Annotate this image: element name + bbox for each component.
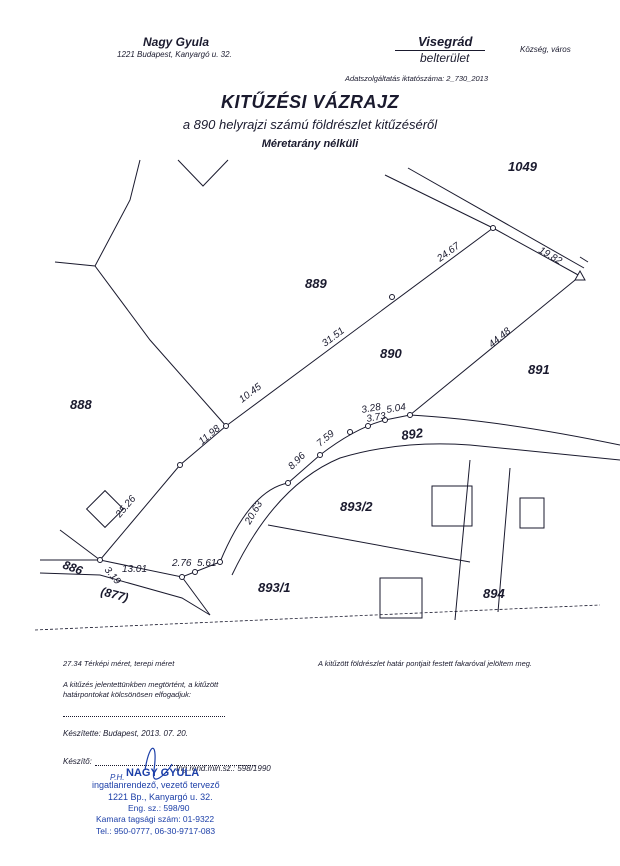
dim-20-63: 20.63: [243, 499, 266, 527]
boundary-893-split: [268, 525, 470, 562]
dim-24-67: 24.67: [435, 240, 463, 265]
stamp-phone: Tel.: 950-0777, 06-30-9717-083: [96, 826, 216, 836]
point: [390, 295, 395, 300]
road-1049-stub: [580, 257, 588, 262]
acceptance-line-1: A kitűzés jelentettünkben megtörtént, a kitűzött: [63, 680, 219, 689]
point: [98, 558, 103, 563]
dim-11-98: 11.98: [196, 423, 223, 448]
scale-note: Méretarány nélküli: [261, 138, 359, 150]
parcel-877: (877): [99, 584, 130, 605]
point: [408, 413, 413, 418]
point: [224, 424, 229, 429]
stamp-name: NAGY GYULA: [126, 767, 200, 779]
point: [193, 570, 198, 575]
made-at: Készítette: Budapest, 2013. 07. 20.: [63, 729, 188, 738]
author-name: Nagy Gyula: [143, 35, 210, 49]
dim-10-45: 10.45: [237, 381, 264, 406]
data-service-number: Adatszolgáltatás iktatószáma: 2_730_2013: [345, 74, 489, 83]
stamp-reg: Eng. sz.: 598/90: [128, 803, 190, 813]
road-892-north: [410, 415, 620, 445]
dim-13-01: 13.01: [122, 564, 148, 575]
stamp-prefix: P.H.: [110, 773, 125, 782]
map-bottom-edge: [35, 605, 600, 630]
boundary-889-890: [226, 228, 493, 426]
boundary-893-east: [455, 460, 470, 620]
parcel-894: 894: [483, 586, 505, 601]
dim-5-61: 5.61: [197, 558, 217, 569]
dim-7-59: 7.59: [314, 428, 337, 450]
point: [218, 560, 223, 565]
dim-25-26: 25.26: [113, 493, 139, 520]
stamp-address: 1221 Bp., Kanyargó u. 32.: [108, 792, 213, 802]
triangle-marker: [575, 271, 585, 280]
dim-8-96: 8.96: [286, 450, 308, 473]
parcel-888: 888: [70, 397, 92, 412]
page-subtitle: a 890 helyrajzi számú földrészlet kitűzéséről: [182, 117, 438, 132]
license-number: Ing.rend.min.sz.: 598/1990: [176, 764, 271, 773]
parcel-891: 891: [528, 362, 550, 377]
boundary-890-south: [220, 415, 410, 562]
parcel-893-1: 893/1: [258, 580, 291, 595]
parcel-889: 889: [305, 276, 327, 291]
point: [348, 430, 353, 435]
settlement-area: belterület: [420, 51, 470, 65]
building-893-2-east: [520, 498, 544, 528]
settlement-type: Község, város: [520, 45, 571, 54]
dim-19-82: 19.82: [536, 245, 564, 268]
boundary-888-inner: [95, 160, 140, 266]
building-top: [178, 160, 228, 186]
dim-31-51: 31.51: [320, 325, 347, 350]
point: [491, 226, 496, 231]
stamp-chamber: Kamara tagsági szám: 01-9322: [96, 814, 215, 824]
point: [286, 481, 291, 486]
point: [178, 463, 183, 468]
dim-3-19: 3.19: [101, 564, 123, 587]
measure-legend: 27.34 Térképi méret, terepi méret: [63, 659, 175, 668]
building-893-1: [380, 578, 422, 618]
boundary-890-west: [100, 426, 226, 560]
point: [318, 453, 323, 458]
dim-5-04: 5.04: [385, 401, 407, 416]
dim-44-48: 44.48: [486, 325, 514, 351]
settlement: Visegrád: [418, 34, 473, 49]
made-by: Készítő:: [63, 757, 92, 766]
author-address: 1221 Budapest, Kanyargó u. 32.: [117, 50, 232, 59]
parcel-886: 886: [60, 557, 85, 578]
road-877-edge: [182, 577, 210, 615]
stamp-role: ingatlanrendező, vezető tervező: [92, 780, 220, 790]
parcel-893-2: 893/2: [340, 499, 373, 514]
point: [180, 575, 185, 580]
acceptance-line-2: határpontokat kölcsönösen elfogadjuk:: [63, 690, 192, 699]
dim-3-73: 3.73: [365, 410, 387, 425]
marker-note: A kitűzött földrészlet határ pontjait festett fakaróval jelöltem meg.: [318, 659, 532, 668]
parcel-1049: 1049: [508, 159, 537, 174]
parcel-890: 890: [380, 346, 402, 361]
signature-line: [63, 716, 225, 717]
boundary-888-lower: [60, 530, 100, 560]
dim-2-76: 2.76: [172, 558, 192, 569]
parcel-892: 892: [400, 425, 424, 443]
page-title: KITŰZÉSI VÁZRAJZ: [220, 92, 399, 112]
dim-3-28: 3.28: [360, 401, 382, 416]
